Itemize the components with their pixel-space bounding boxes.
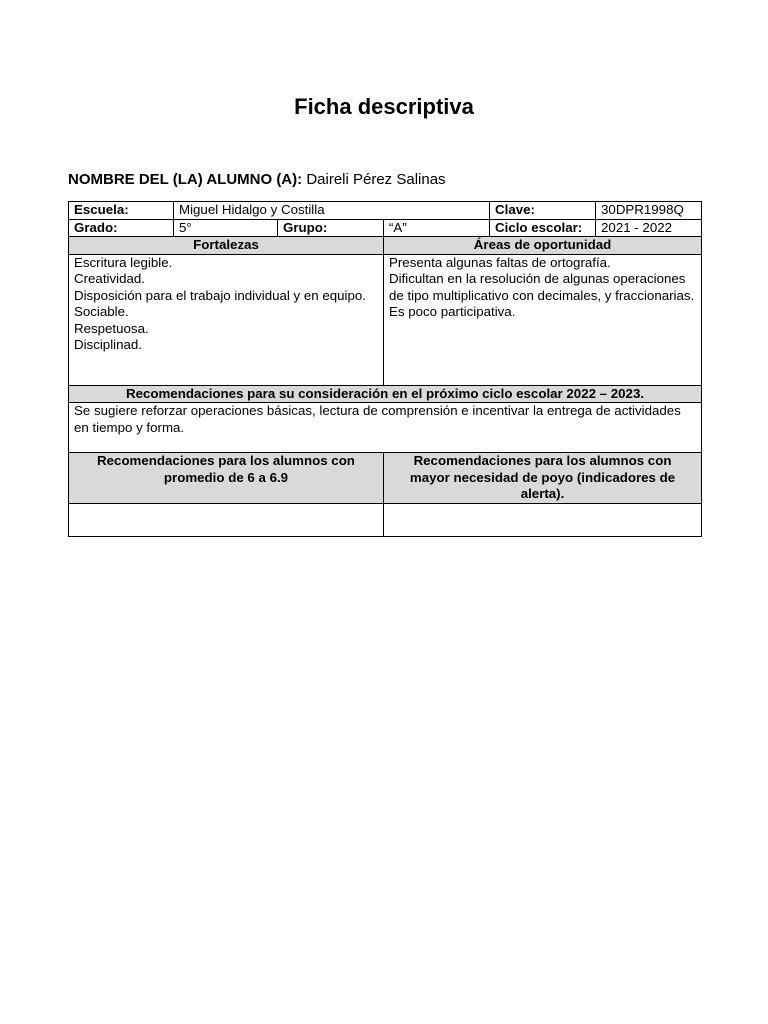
key-label: Clave: xyxy=(490,202,596,220)
bottom-headers-row xyxy=(69,453,702,504)
opportunities-list xyxy=(384,254,702,385)
school-year-label: Ciclo escolar: xyxy=(490,219,596,237)
strength-item: Disciplinad. xyxy=(74,337,142,352)
grade-value: 5° xyxy=(174,219,278,237)
average-recommendations-cell xyxy=(69,503,384,536)
bottom-values-row xyxy=(69,503,702,536)
recommendations-header-row xyxy=(69,385,702,403)
page-title: Ficha descriptiva xyxy=(294,94,474,119)
opportunity-item: Es poco participativa. xyxy=(389,304,516,319)
recommendations-text: Se sugiere reforzar operaciones básicas, lectura de comprensión e incentivar la entrega de actividades en tiempo y forma. xyxy=(69,403,702,453)
strength-item: Sociable. xyxy=(74,304,129,319)
school-label: Escuela: xyxy=(69,202,174,220)
alert-recommendations-header: Recomendaciones para los alumnos con mayor necesidad de poyo (indicadores de alerta). xyxy=(384,453,702,504)
group-label: Grupo: xyxy=(278,219,384,237)
recommendations-content-row xyxy=(69,403,702,453)
strengths-content-row xyxy=(69,254,702,385)
strength-item: Disposición para el trabajo individual y en equipo. xyxy=(74,287,366,303)
key-value: 30DPR1998Q xyxy=(596,202,702,220)
student-name-line xyxy=(68,170,446,190)
strength-item: Creatividad. xyxy=(74,271,145,286)
strengths-header-row xyxy=(69,237,702,255)
grade-row xyxy=(69,219,702,237)
opportunity-item: Dificultan en la resolución de algunas operaciones de tipo multiplicativo con decimales, y fraccionarias. xyxy=(389,271,695,303)
grade-label: Grado: xyxy=(69,219,174,237)
group-value: “A” xyxy=(384,219,490,237)
opportunities-header: Áreas de oportunidad xyxy=(384,237,702,255)
school-year-value: 2021 - 2022 xyxy=(596,219,702,237)
school-value: Miguel Hidalgo y Costilla xyxy=(174,202,490,220)
strength-item: Escritura legible. xyxy=(74,254,173,270)
descriptive-sheet-table xyxy=(68,201,702,537)
strengths-header: Fortalezas xyxy=(69,237,384,255)
opportunity-item: Presenta algunas faltas de ortografía. xyxy=(389,254,611,270)
student-name-value: Daireli Pérez Salinas xyxy=(306,171,446,188)
strengths-list xyxy=(69,254,384,385)
school-row xyxy=(69,202,702,220)
recommendations-header: Recomendaciones para su consideración en el próximo ciclo escolar 2022 – 2023. xyxy=(69,385,702,403)
average-recommendations-header: Recomendaciones para los alumnos con promedio de 6 a 6.9 xyxy=(69,453,384,504)
strength-item: Respetuosa. xyxy=(74,320,149,336)
student-name-label: NOMBRE DEL (LA) ALUMNO (A): xyxy=(68,171,303,188)
alert-recommendations-cell xyxy=(384,503,702,536)
